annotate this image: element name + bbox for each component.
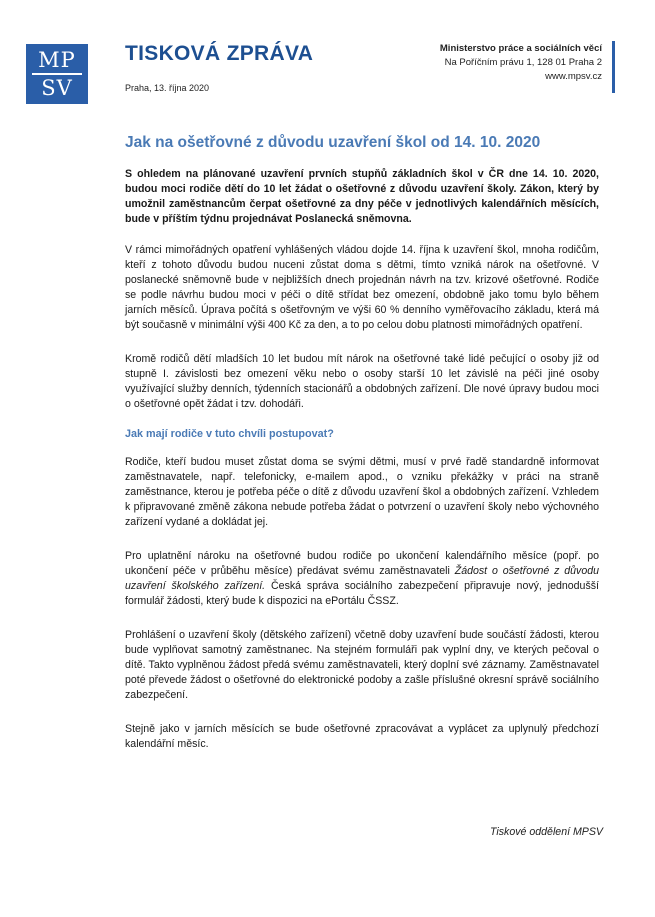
paragraph-1: V rámci mimořádných opatření vyhlášených vládou dojde 14. října k uzavření škol, mnoha rodičům, kteří z tohoto důvodu budou nuceni zůstat doma s dětmi, tímto vzniká nárok na ošetřovné. V poslanecké sněmovně bude v nejbližších dnech projednán návrh na tzv. krizové ošetřovné. Rodiče se podle návrhu budou moci v péči o dítě střídat bez omezení, obdobně jako tomu bylo během jarních měsíců. Úprava počítá s ošetřovným ve výši 60 % denního vyměřovacího základu, která má být současně v minimální výši 400 Kč za den, a to po celou dobu platnosti mimořádných opatření. [125,244,599,331]
paragraph-4 [125,549,599,609]
form-name-emphasis: Žádost o ošetřovné z důvodu uzavření školského zařízení. [125,565,599,592]
ministry-website: www.mpsv.cz [545,71,602,82]
paragraph-6: Stejně jako v jarních měsících se bude ošetřovné zpracovávat a vyplácet za uplynulý předchozí kalendářní měsíc. [125,723,599,750]
paragraph-2: Kromě rodičů dětí mladších 10 let budou mít nárok na ošetřovné také lidé pečující o osoby již od stupně I. závislosti bez omezení věku nebo o osoby starší 10 let závislé na péči jiné osoby využívající služby denních, týdenních stacionářů a obdobných zařízení. Dle nové úpravy budou moci o ošetřovné opět žádat i tzv. dohodáři. [125,353,599,410]
lead-paragraph: S ohledem na plánované uzavření prvních stupňů základních škol v ČR dne 14. 10. 2020, budou moci rodiče dětí do 10 let žádat o ošetřovné z důvodu uzavření školy. Zákon, který by umožnil zaměstnancům čerpat ošetřovné za dny péče v jednotlivých kalendářních měsících, bude v příštím týdnu projednávat Poslanecká sněmovna. [125,168,599,225]
paragraph-5: Prohlášení o uzavření školy (dětského zařízení) včetně doby uzavření bude součástí žádosti, kterou bude vyplňovat samotný zaměstnanec. Na stejném formuláři pak vyplní dny, ve kterých pečoval o dítě. Takto vyplněnou žádost předá svému zaměstnavateli, který doplní své záznamy. Zaměstnavatel poté převede žádost o ošetřovné do elektronické podoby a zašle příslušné okresní správě sociálního zabezpečení. [125,629,599,701]
paragraph-3: Rodiče, kteří budou muset zůstat doma se svými dětmi, musí v prvé řadě standardně informovat zaměstnavatele, např. telefonicky, e-mailem apod., o vzniku překážky v práci na straně zaměstnance, kterou je potřeba péče o dítě z důvodu uzavření škol a obdobných zařízení. Vzhledem k připravované změně zákona nebude potřeba žádat o potvrzení o uzavření školy nebo výchovného zařízení vydané a dokládat jej. [125,456,599,528]
page-title: Jak na ošetřovné z důvodu uzavření škol od 14. 10. 2020 [125,134,541,151]
logo-text-bottom: SV [41,76,73,100]
paragraph-4-text-b: Česká správa sociálního zabezpečení připravuje nový, jednodušší formulář žádosti, který bude k dispozici na ePortálu ČSSZ. [125,580,599,607]
article-body [125,167,599,771]
logo-text-top: MP [38,48,76,72]
section-subheading: Jak mají rodiče v tuto chvíli postupovat? [125,428,334,440]
paragraph-4-text-a: Pro uplatnění nároku na ošetřovné budou rodiče po ukončení kalendářního měsíce (popř. po ukončení péče v průběhu měsíce) předávat svému zaměstnavateli [125,550,599,577]
signature: Tiskové oddělení MPSV [490,826,603,838]
ministry-address: Na Poříčním právu 1, 128 01 Praha 2 [444,57,602,68]
header-accent-bar [612,41,615,93]
mpsv-logo [26,44,88,104]
document-type-heading: TISKOVÁ ZPRÁVA [125,42,314,65]
ministry-contact [440,42,602,84]
document-date: Praha, 13. října 2020 [125,83,210,93]
logo-divider [32,73,82,75]
ministry-name: Ministerstvo práce a sociálních věcí [439,43,602,54]
